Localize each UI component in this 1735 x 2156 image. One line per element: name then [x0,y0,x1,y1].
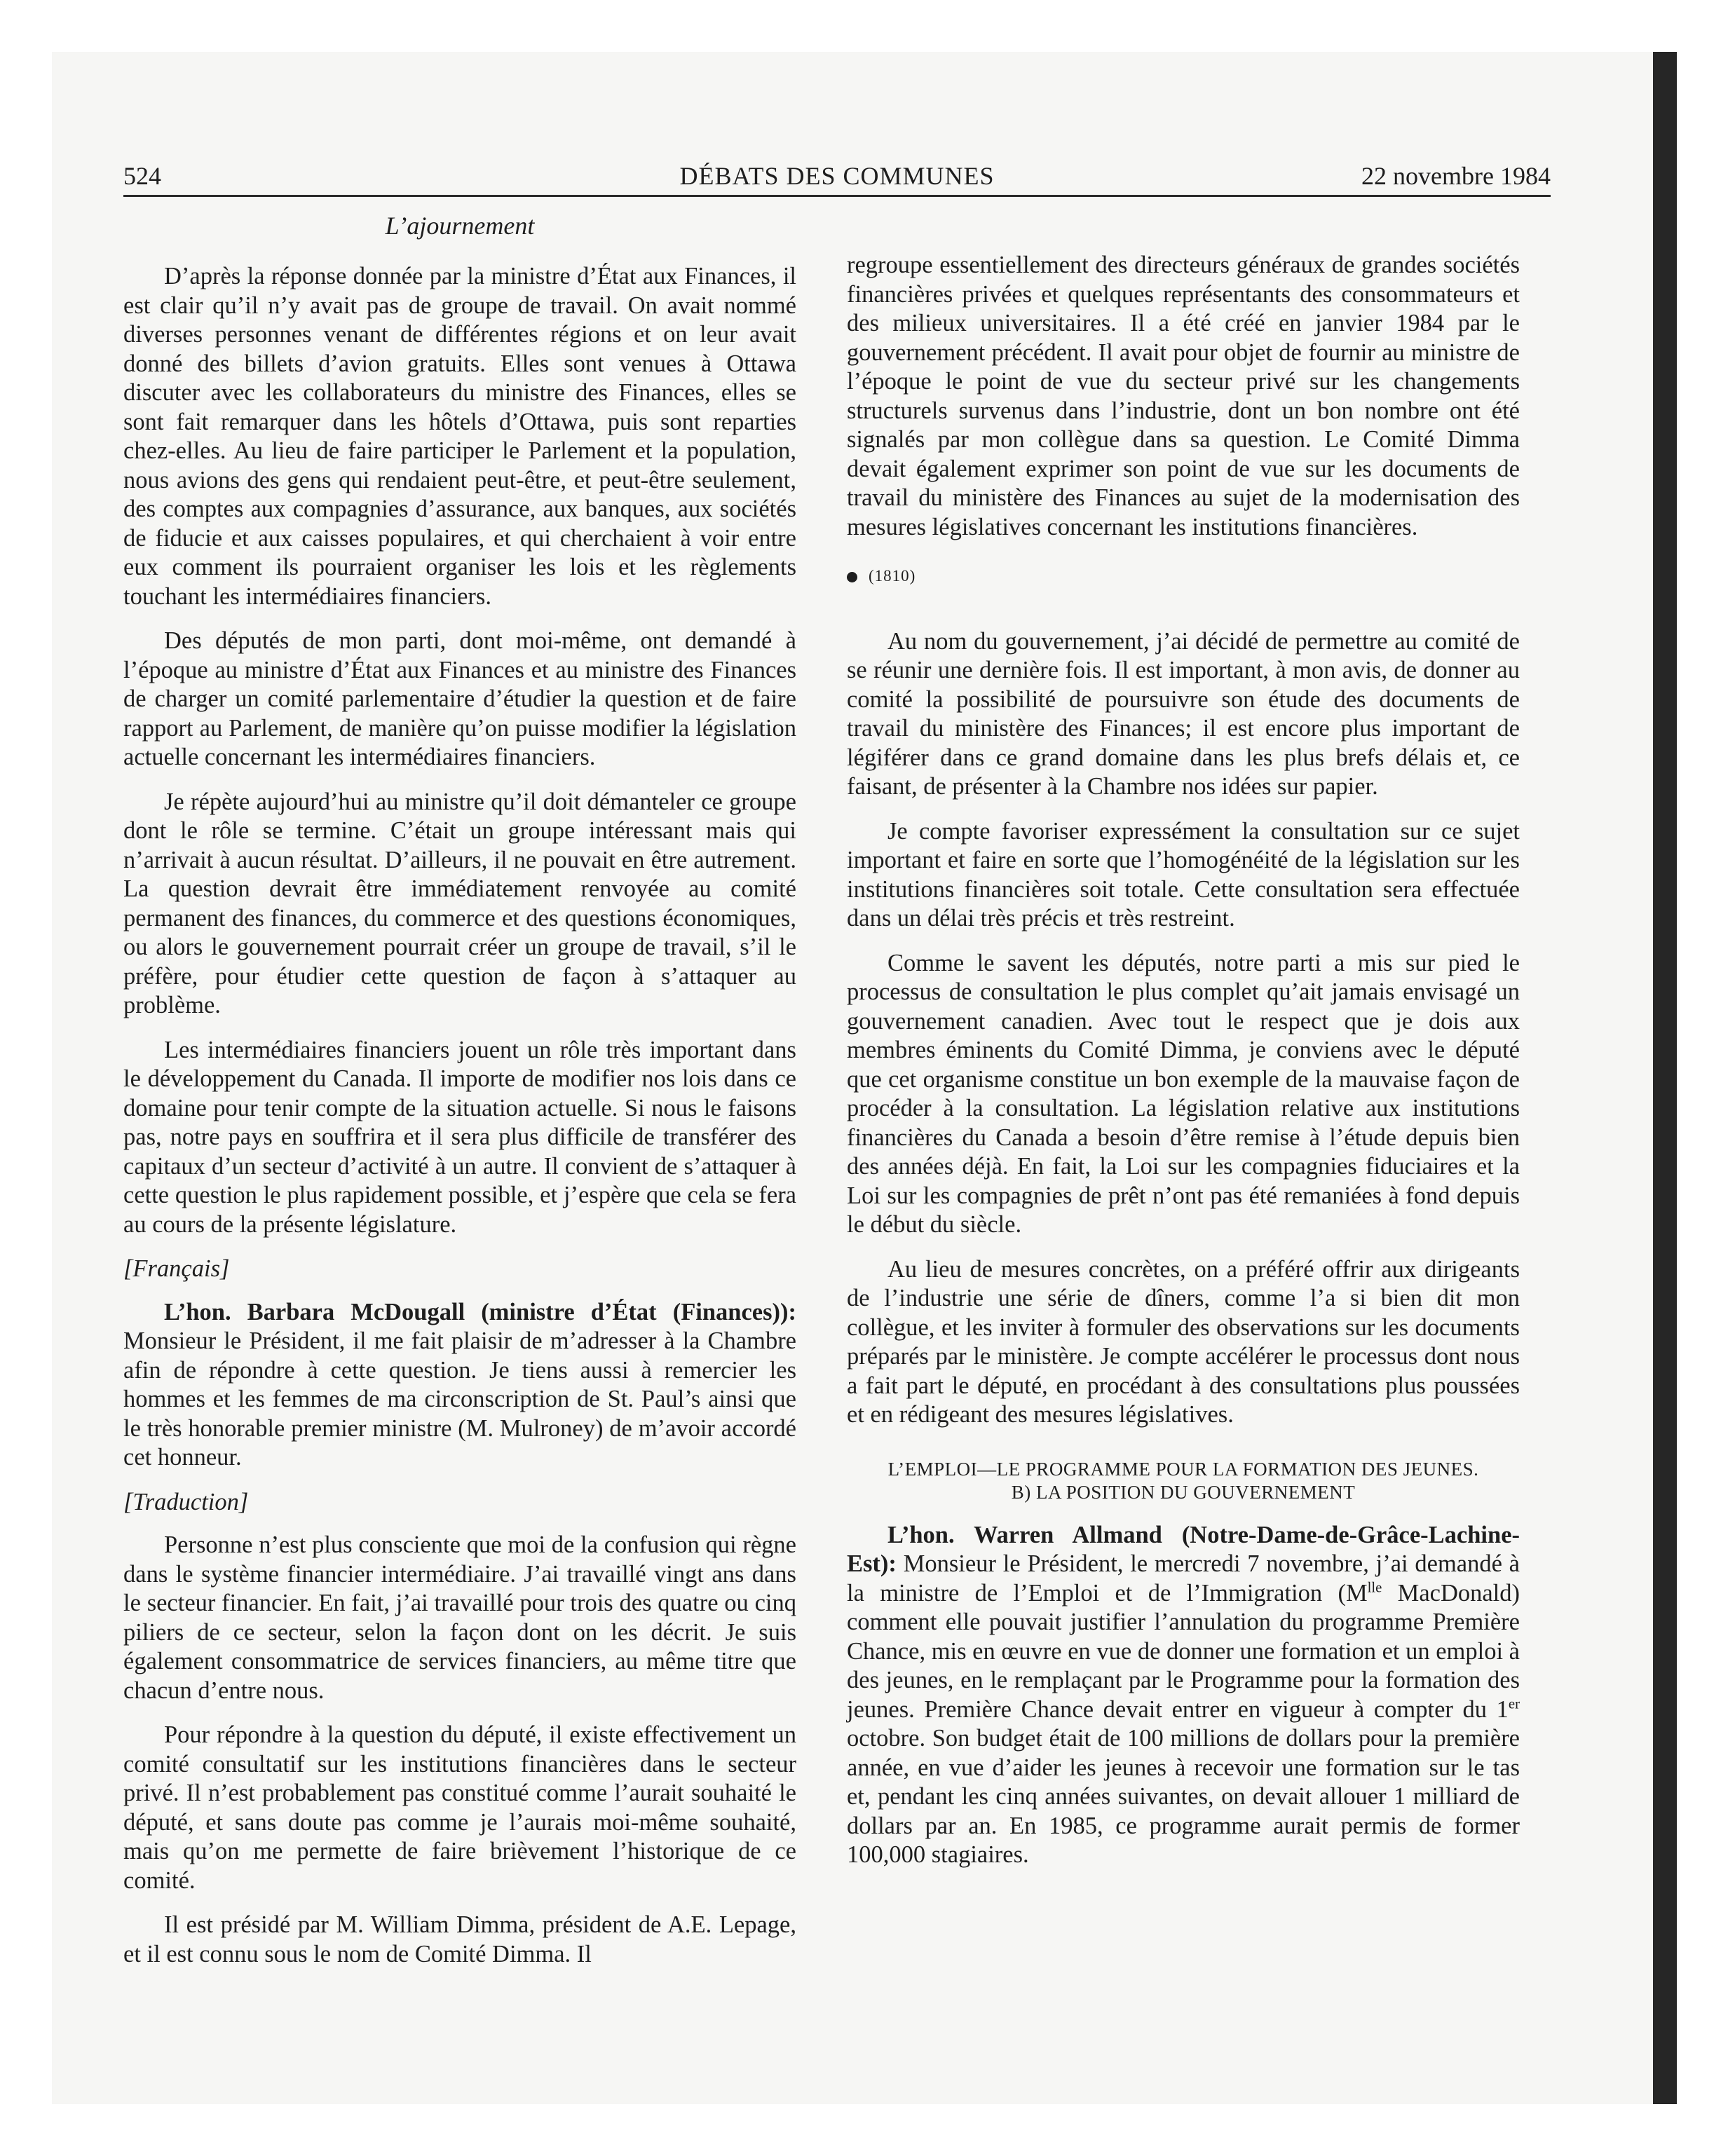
paragraph: Je répète aujourd’hui au ministre qu’il doit démanteler ce groupe dont le rôle se termine. C’était un groupe intéressant mais qui n’arrivait à aucun résultat. D’ailleurs, il ne pouvait en être autrement. La question devrait être immédiatement renvoyée au comité permanent des finances, du commerce et des questions économiques, ou alors le gouvernement pourrait créer un groupe de travail, s’il le préfère, pour étudier cette question de façon à s’attaquer au problème. [123,788,796,1018]
bullet-icon [847,572,857,582]
page-edge-shadow [1653,52,1677,2104]
paragraph: Les intermédiaires financiers jouent un rôle très important dans le développement du Canada. Il importe de modifier nos lois dans ce domaine pour tenir compte de la situation actuelle. Si nous le faisons pas, notre pays en souffrira et il sera plus difficile de transférer des capitaux d’un secteur d’activité à un autre. Il convient de s’attaquer à cette question le plus rapidement possible, et j’espère que cela se fera au cours de la présente législature. [123,1036,796,1238]
speech-text: octobre. Son budget était de 100 millions de dollars pour la première année, en vue d’aider les jeunes à recevoir une formation sur le tas et, pendant les cinq années suivantes, on devait allouer 1 milliard de dollars par an. En 1985, ce programme aurait permis de former 100,000 stagiaires. [847,1725,1520,1868]
publication-title: DÉBATS DES COMMUNES [679,162,995,190]
running-header [123,160,1551,197]
debate-heading-line1: L’EMPLOI—LE PROGRAMME POUR LA FORMATION DES JEUNES. [887,1458,1479,1480]
section-title: L’ajournement [385,212,535,240]
speech-text: Monsieur le Président, il me fait plaisir de m’adresser à la Chambre afin de répondre à cette question. Je tiens aussi à remercier les hommes et les femmes de ma circonscription de St. Paul’s ainsi que le très honorable premier ministre (M. Mulroney) de m’avoir accordé cet honneur. [123,1328,796,1471]
speech-text: MacDonald) comment elle pouvait justifier l’annulation du programme Première Chance, mis en œuvre en vue de donner une formation et un emploi à des jeunes, en le remplaçant par le Programme pour la formation des jeunes. Première Chance devait entrer en vigueur à compter du 1 [847,1579,1520,1723]
page-date: 22 novembre 1984 [1361,162,1551,190]
time-marker-text: (1810) [869,567,916,585]
time-marker [847,561,1520,591]
paragraph: Au nom du gouvernement, j’ai décidé de permettre au comité de se réunir une dernière fois. Il est important, à mon avis, de donner au comité la possibilité de poursuivre son étude des documents de travail du ministère des Finances; il est encore plus important de légiférer dans ce grand domaine dans les plus brefs délais et, ce faisant, de présenter à la Chambre nos idées sur papier. [847,627,1520,800]
paragraph: Personne n’est plus consciente que moi de la confusion qui règne dans le système financier intermédiaire. J’ai travaillé vingt ans dans le secteur financier. En fait, j’ai travaillé pour trois des quatre ou cinq piliers de ce secteur, selon la façon dont on les décrit. Je suis également consommatrice de services financiers, au même titre que chacun d’entre nous. [123,1531,796,1704]
paragraph: D’après la réponse donnée par la ministre d’État aux Finances, il est clair qu’il n’y avait pas de groupe de travail. On avait nommé diverses personnes venant de différentes régions et on leur avait donné des billets d’avion gratuits. Elles sont venues à Ottawa discuter avec les collaborateurs du ministre des Finances, elles se sont fait remarquer dans les hôtels d’Ottawa, puis sont reparties chez-elles. Au lieu de faire participer le Parlement et la population, nous avions des gens qui rendaient peut-être, et peut-être seulement, des comptes aux compagnies d’assurance, aux banques, aux sociétés de fiducie et aux caisses populaires, et qui cherchaient à voir entre eux comment ils pourraient organiser les lois et les règlements touchant les intermédiaires financiers. [123,263,796,610]
paragraph: Pour répondre à la question du député, il existe effectivement un comité consultatif sur les institutions financières dans le secteur privé. Il n’est probablement pas constitué comme l’aurait souhaité le député, et sans doute pas comme je l’aurais moi-même souhaité, mais qu’on me permette de faire brièvement l’historique de ce comité. [123,1721,796,1894]
language-tag-french: [Français] [123,1255,230,1282]
speech-paragraph [847,1521,1520,1870]
superscript: lle [1367,1580,1382,1595]
paragraph: Il est présidé par M. William Dimma, président de A.E. Lepage, et il est connu sous le nom de Comité Dimma. Il [123,1911,796,1967]
debate-heading [847,1458,1520,1504]
superscript: er [1508,1696,1520,1712]
speaker-name: L’hon. Barbara McDougall (ministre d’État (Finances)): [164,1298,796,1325]
paragraph: Au lieu de mesures concrètes, on a préféré offrir aux dirigeants de l’industrie une série de dîners, comme l’a si bien dit mon collègue, et les inviter à formuler des observations sur les documents préparés par le ministère. Je compte accélérer le processus dont nous a fait part le député, en procédant à des consultations plus poussées et en rédigeant des mesures législatives. [847,1255,1520,1428]
speech-paragraph [123,1298,796,1473]
speech-text: Monsieur le Président, le mercredi 7 novembre, j’ai demandé à la ministre de l’Emploi et de l’Immigration (M [847,1550,1520,1606]
paragraph-continued: regroupe essentiellement des directeurs généraux de grandes sociétés financières privées et quelques représentants des consommateurs et des milieux universitaires. Il a été créé en janvier 1984 par le gouvernement précédent. Il avait pour objet de fournir au ministre de l’époque le point de vue du secteur privé sur les changements structurels survenus dans l’industrie, dont un bon nombre ont été signalés par mon collègue dans sa question. Le Comité Dimma devait également exprimer son point de vue sur les documents de travail du ministère des Finances au sujet de la modernisation des mesures législatives concernant les institutions financières. [847,252,1520,540]
language-tag-translation: [Traduction] [123,1488,249,1515]
paragraph: Des députés de mon parti, dont moi-même, ont demandé à l’époque au ministre d’État aux Finances et au ministre des Finances de charger un comité parlementaire d’étudier la question et de faire rapport au Parlement, de manière qu’on puisse modifier la législation actuelle concernant les intermédiaires financiers. [123,627,796,770]
left-column [123,210,796,1984]
speaker-name: L’hon. Warren Allmand (Notre-Dame-de-Grâce-Lachine-Est): [847,1521,1520,1577]
page-number: 524 [123,162,161,190]
paragraph: Je compte favoriser expressément la consultation sur ce sujet important et faire en sorte que l’homogénéité de la législation sur les institutions financières soit totale. Cette consultation sera effectuée dans un délai très précis et très restreint. [847,817,1520,932]
right-column [847,251,1520,1885]
paragraph: Comme le savent les députés, notre parti a mis sur pied le processus de consultation le plus complet qu’ait jamais envisagé un gouvernement canadien. Avec tout le respect que je dois aux membres éminents du Comité Dimma, je conviens avec le député que cet organisme constitue un bon exemple de la mauvaise façon de procéder à la consultation. La législation relative aux institutions financières du Canada a besoin d’être remise à l’étude depuis bien des années déjà. En fait, la Loi sur les compagnies fiduciaires et la Loi sur les compagnies de prêt n’ont pas été remaniées à fond depuis le début du siècle. [847,949,1520,1238]
debate-heading-line2: B) LA POSITION DU GOUVERNEMENT [1011,1481,1356,1503]
